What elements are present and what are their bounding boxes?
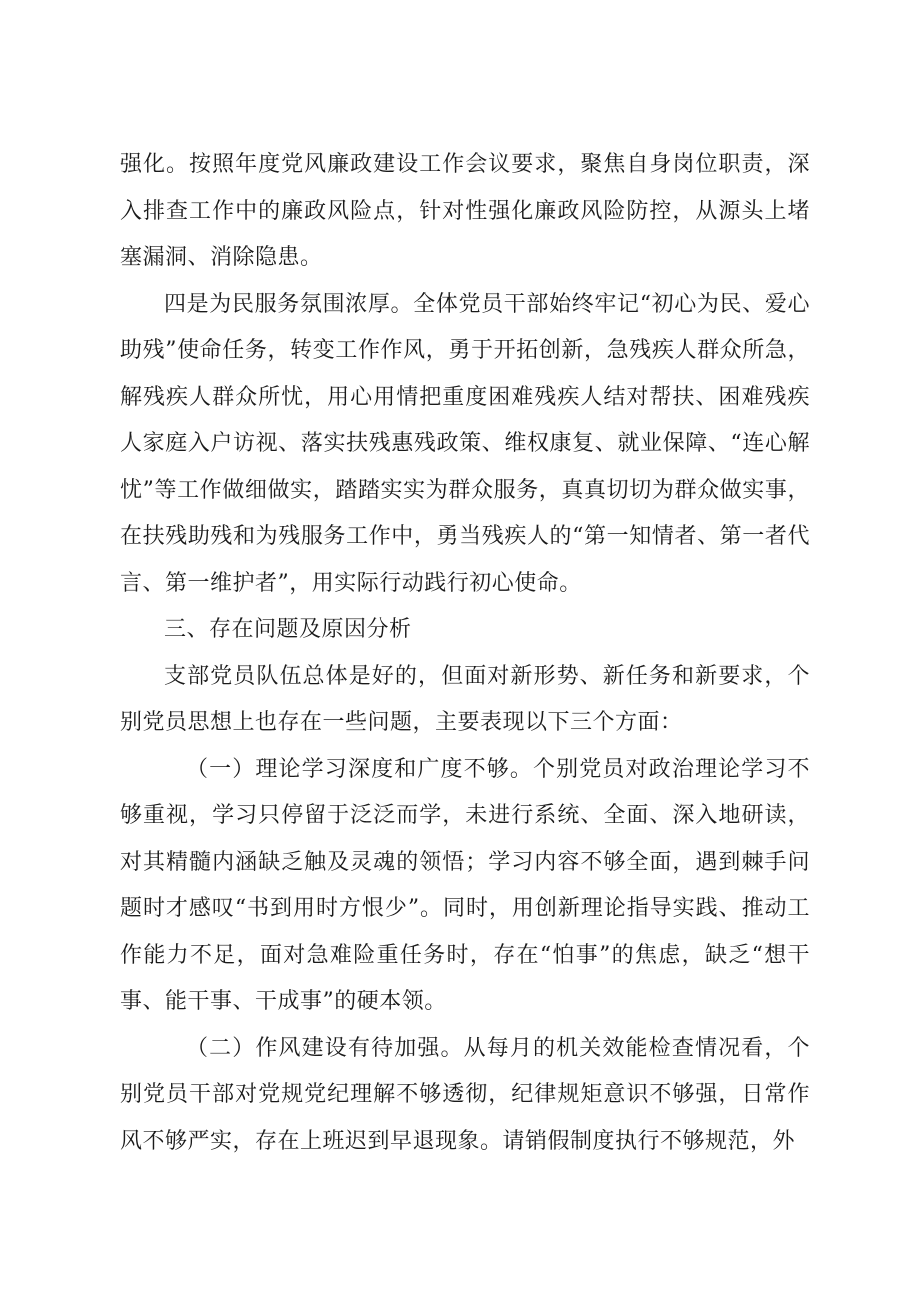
section-heading-problems: 三、存在问题及原因分析 (164, 617, 412, 642)
document-body (120, 142, 810, 1165)
paragraph-work-style: （二）作风建设有待加强。从每月的机关效能检查情况看，个别党员干部对党规党纪理解不够透彻，纪律规矩意识不够强，日常作风不够严实，存在上班迟到早退现象。请销假制度执行不够规范，外 (120, 1035, 810, 1154)
paragraph-theory-study: （一）理论学习深度和广度不够。个别党员对政治理论学习不够重视，学习只停留于泛泛而学，未进行系统、全面、深入地研读，对其精髓内涵缺乏触及灵魂的领悟；学习内容不够全面，遇到棘手问题时才感叹“书到用时方恨少”。同时，用创新理论指导实践、推动工作能力不足，面对急难险重任务时，存在“怕事”的焦虑，缺乏“想干事、能干事、干成事”的硬本领。 (120, 756, 810, 1014)
paragraph-service-atmosphere: 四是为民服务氛围浓厚。全体党员干部始终牢记“初心为民、爱心助残”使命任务，转变工作作风，勇于开拓创新，急残疾人群众所急，解残疾人群众所忧，用心用情把重度困难残疾人结对帮扶、困难残疾人家庭入户访视、落实扶残惠残政策、维权康复、就业保障、“连心解忧”等工作做细做实，踏踏实实为群众服务，真真切切为群众做实事，在扶残助残和为残服务工作中，勇当残疾人的“第一知情者、第一者代言、第一维护者”，用实际行动践行初心使命。 (120, 291, 810, 596)
paragraph-overview: 支部党员队伍总体是好的，但面对新形势、新任务和新要求，个别党员思想上也存在一些问题，主要表现以下三个方面： (120, 663, 810, 735)
paragraph-continuation: 强化。按照年度党风廉政建设工作会议要求，聚焦自身岗位职责，深入排查工作中的廉政风险点，针对性强化廉政风险防控，从源头上堵塞漏洞、消除隐患。 (120, 152, 810, 270)
